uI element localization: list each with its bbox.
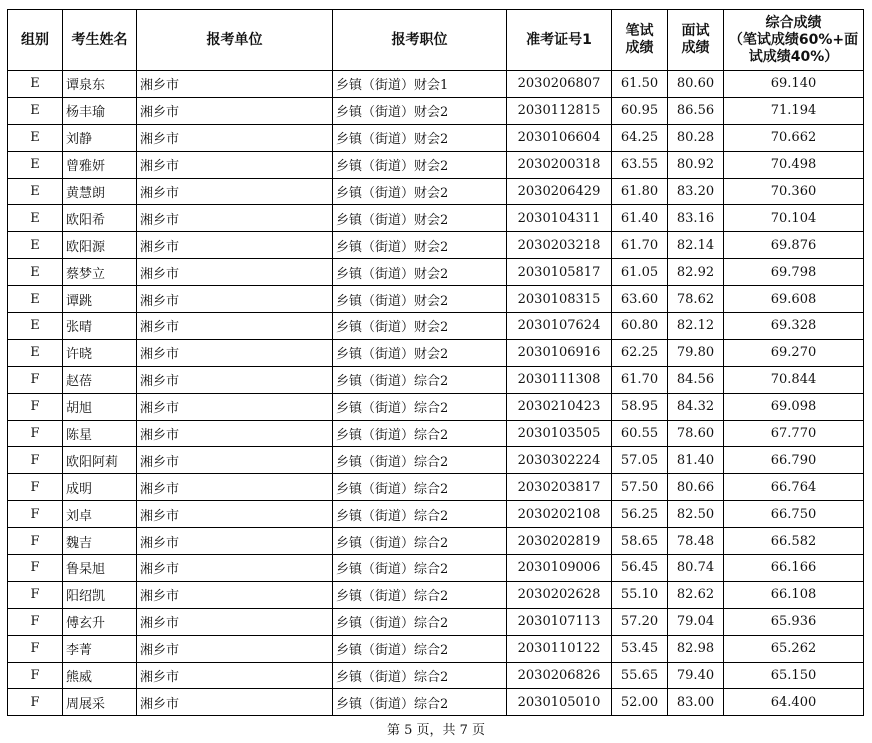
- position-cell: 乡镇（街道）综合2: [333, 662, 507, 689]
- group-cell: E: [8, 313, 63, 340]
- table-row: [8, 178, 864, 205]
- unit-cell: 湘乡市: [137, 635, 333, 662]
- table-row: [8, 581, 864, 608]
- group-cell: E: [8, 286, 63, 313]
- table-row: [8, 313, 864, 340]
- position-cell: 乡镇（街道）综合2: [333, 689, 507, 716]
- unit-cell: 湘乡市: [137, 581, 333, 608]
- position-cell: 乡镇（街道）综合2: [333, 474, 507, 501]
- group-cell: F: [8, 581, 63, 608]
- group-cell: E: [8, 339, 63, 366]
- written-score-cell: 63.60: [612, 286, 668, 313]
- interview-score-cell: 82.14: [668, 232, 724, 259]
- written-score-cell: 63.55: [612, 151, 668, 178]
- exam-no-cell: 2030103505: [507, 420, 612, 447]
- total-score-cell: 66.750: [724, 501, 864, 528]
- name-cell: 蔡梦立: [63, 259, 137, 286]
- interview-score-cell: 80.28: [668, 124, 724, 151]
- exam-no-cell: 2030106916: [507, 339, 612, 366]
- unit-cell: 湘乡市: [137, 420, 333, 447]
- position-cell: 乡镇（街道）财会2: [333, 97, 507, 124]
- interview-score-cell: 80.92: [668, 151, 724, 178]
- position-cell: 乡镇（街道）综合2: [333, 581, 507, 608]
- written-score-cell: 61.80: [612, 178, 668, 205]
- interview-score-cell: 86.56: [668, 97, 724, 124]
- position-cell: 乡镇（街道）财会2: [333, 205, 507, 232]
- total-score-cell: 66.166: [724, 555, 864, 582]
- position-cell: 乡镇（街道）综合2: [333, 555, 507, 582]
- written-score-cell: 57.20: [612, 608, 668, 635]
- name-cell: 欧阳阿莉: [63, 447, 137, 474]
- total-score-cell: 66.582: [724, 528, 864, 555]
- position-cell: 乡镇（街道）财会2: [333, 339, 507, 366]
- name-cell: 胡旭: [63, 393, 137, 420]
- table-row: [8, 97, 864, 124]
- unit-cell: 湘乡市: [137, 447, 333, 474]
- written-score-cell: 61.70: [612, 366, 668, 393]
- header-interview-score: 面试 成绩: [668, 10, 724, 71]
- name-cell: 陈星: [63, 420, 137, 447]
- table-row: [8, 528, 864, 555]
- unit-cell: 湘乡市: [137, 313, 333, 340]
- header-written-score: 笔试 成绩: [612, 10, 668, 71]
- table-row: [8, 124, 864, 151]
- score-table: [7, 9, 864, 716]
- interview-score-cell: 78.48: [668, 528, 724, 555]
- unit-cell: 湘乡市: [137, 339, 333, 366]
- position-cell: 乡镇（街道）综合2: [333, 635, 507, 662]
- name-cell: 黄慧朗: [63, 178, 137, 205]
- total-score-cell: 70.498: [724, 151, 864, 178]
- unit-cell: 湘乡市: [137, 97, 333, 124]
- written-score-cell: 52.00: [612, 689, 668, 716]
- total-score-cell: 67.770: [724, 420, 864, 447]
- total-score-cell: 65.262: [724, 635, 864, 662]
- position-cell: 乡镇（街道）综合2: [333, 501, 507, 528]
- group-cell: F: [8, 608, 63, 635]
- total-score-cell: 70.360: [724, 178, 864, 205]
- table-row: [8, 339, 864, 366]
- name-cell: 刘卓: [63, 501, 137, 528]
- exam-no-cell: 2030200318: [507, 151, 612, 178]
- interview-score-cell: 80.74: [668, 555, 724, 582]
- total-score-cell: 66.790: [724, 447, 864, 474]
- table-row: [8, 689, 864, 716]
- table-row: [8, 286, 864, 313]
- name-cell: 杨丰瑜: [63, 97, 137, 124]
- header-group: 组别: [8, 10, 63, 71]
- table-row: [8, 259, 864, 286]
- total-score-cell: 65.150: [724, 662, 864, 689]
- exam-no-cell: 2030210423: [507, 393, 612, 420]
- exam-no-cell: 2030206826: [507, 662, 612, 689]
- group-cell: E: [8, 232, 63, 259]
- group-cell: E: [8, 124, 63, 151]
- group-cell: F: [8, 501, 63, 528]
- name-cell: 刘静: [63, 124, 137, 151]
- written-score-cell: 55.65: [612, 662, 668, 689]
- total-score-cell: 69.876: [724, 232, 864, 259]
- unit-cell: 湘乡市: [137, 205, 333, 232]
- written-score-cell: 61.50: [612, 71, 668, 98]
- written-score-cell: 61.70: [612, 232, 668, 259]
- group-cell: F: [8, 662, 63, 689]
- interview-score-cell: 80.60: [668, 71, 724, 98]
- group-cell: E: [8, 259, 63, 286]
- total-score-cell: 69.140: [724, 71, 864, 98]
- total-score-cell: 70.662: [724, 124, 864, 151]
- table-row: [8, 205, 864, 232]
- written-score-cell: 56.25: [612, 501, 668, 528]
- interview-score-cell: 82.62: [668, 581, 724, 608]
- written-score-cell: 58.95: [612, 393, 668, 420]
- table-row: [8, 662, 864, 689]
- table-row: [8, 474, 864, 501]
- unit-cell: 湘乡市: [137, 689, 333, 716]
- name-cell: 欧阳希: [63, 205, 137, 232]
- written-score-cell: 61.40: [612, 205, 668, 232]
- unit-cell: 湘乡市: [137, 528, 333, 555]
- unit-cell: 湘乡市: [137, 232, 333, 259]
- table-row: [8, 71, 864, 98]
- total-score-cell: 70.844: [724, 366, 864, 393]
- name-cell: 欧阳源: [63, 232, 137, 259]
- position-cell: 乡镇（街道）财会2: [333, 151, 507, 178]
- interview-score-cell: 81.40: [668, 447, 724, 474]
- exam-no-cell: 2030202108: [507, 501, 612, 528]
- unit-cell: 湘乡市: [137, 124, 333, 151]
- name-cell: 魏吉: [63, 528, 137, 555]
- unit-cell: 湘乡市: [137, 555, 333, 582]
- total-score-cell: 71.194: [724, 97, 864, 124]
- exam-no-cell: 2030302224: [507, 447, 612, 474]
- total-score-cell: 69.328: [724, 313, 864, 340]
- unit-cell: 湘乡市: [137, 366, 333, 393]
- written-score-cell: 60.95: [612, 97, 668, 124]
- header-unit: 报考单位: [137, 10, 333, 71]
- exam-no-cell: 2030203218: [507, 232, 612, 259]
- name-cell: 张晴: [63, 313, 137, 340]
- position-cell: 乡镇（街道）综合2: [333, 608, 507, 635]
- written-score-cell: 58.65: [612, 528, 668, 555]
- header-position: 报考职位: [333, 10, 507, 71]
- header-name: 考生姓名: [63, 10, 137, 71]
- total-score-cell: 65.936: [724, 608, 864, 635]
- unit-cell: 湘乡市: [137, 286, 333, 313]
- header-total-score: 综合成绩 （笔试成绩60%+面 试成绩40%）: [724, 10, 864, 71]
- interview-score-cell: 83.00: [668, 689, 724, 716]
- written-score-cell: 60.55: [612, 420, 668, 447]
- header-row: [8, 10, 864, 71]
- table-row: [8, 555, 864, 582]
- group-cell: F: [8, 393, 63, 420]
- written-score-cell: 60.80: [612, 313, 668, 340]
- table-row: [8, 366, 864, 393]
- interview-score-cell: 84.32: [668, 393, 724, 420]
- interview-score-cell: 78.62: [668, 286, 724, 313]
- group-cell: E: [8, 205, 63, 232]
- position-cell: 乡镇（街道）综合2: [333, 528, 507, 555]
- interview-score-cell: 82.92: [668, 259, 724, 286]
- name-cell: 谭泉东: [63, 71, 137, 98]
- group-cell: E: [8, 178, 63, 205]
- page-footer: 第 5 页，共 7 页: [386, 723, 486, 738]
- total-score-cell: 69.098: [724, 393, 864, 420]
- written-score-cell: 62.25: [612, 339, 668, 366]
- group-cell: F: [8, 555, 63, 582]
- group-cell: F: [8, 528, 63, 555]
- group-cell: E: [8, 97, 63, 124]
- exam-no-cell: 2030206807: [507, 71, 612, 98]
- exam-no-cell: 2030105010: [507, 689, 612, 716]
- exam-no-cell: 2030109006: [507, 555, 612, 582]
- table-row: [8, 501, 864, 528]
- total-score-cell: 66.108: [724, 581, 864, 608]
- exam-no-cell: 2030202819: [507, 528, 612, 555]
- exam-no-cell: 2030206429: [507, 178, 612, 205]
- position-cell: 乡镇（街道）财会1: [333, 71, 507, 98]
- name-cell: 阳绍凯: [63, 581, 137, 608]
- total-score-cell: 69.270: [724, 339, 864, 366]
- unit-cell: 湘乡市: [137, 178, 333, 205]
- unit-cell: 湘乡市: [137, 259, 333, 286]
- name-cell: 赵蓓: [63, 366, 137, 393]
- unit-cell: 湘乡市: [137, 662, 333, 689]
- name-cell: 熊威: [63, 662, 137, 689]
- exam-no-cell: 2030106604: [507, 124, 612, 151]
- interview-score-cell: 83.20: [668, 178, 724, 205]
- group-cell: E: [8, 151, 63, 178]
- table-row: [8, 151, 864, 178]
- exam-no-cell: 2030105817: [507, 259, 612, 286]
- table-row: [8, 420, 864, 447]
- written-score-cell: 64.25: [612, 124, 668, 151]
- group-cell: F: [8, 689, 63, 716]
- group-cell: F: [8, 366, 63, 393]
- written-score-cell: 55.10: [612, 581, 668, 608]
- exam-no-cell: 2030108315: [507, 286, 612, 313]
- unit-cell: 湘乡市: [137, 474, 333, 501]
- interview-score-cell: 79.80: [668, 339, 724, 366]
- interview-score-cell: 84.56: [668, 366, 724, 393]
- interview-score-cell: 82.50: [668, 501, 724, 528]
- exam-no-cell: 2030107624: [507, 313, 612, 340]
- exam-no-cell: 2030107113: [507, 608, 612, 635]
- group-cell: F: [8, 635, 63, 662]
- group-cell: F: [8, 420, 63, 447]
- name-cell: 成明: [63, 474, 137, 501]
- written-score-cell: 57.05: [612, 447, 668, 474]
- group-cell: F: [8, 447, 63, 474]
- position-cell: 乡镇（街道）财会2: [333, 178, 507, 205]
- position-cell: 乡镇（街道）财会2: [333, 232, 507, 259]
- written-score-cell: 61.05: [612, 259, 668, 286]
- group-cell: E: [8, 71, 63, 98]
- interview-score-cell: 80.66: [668, 474, 724, 501]
- total-score-cell: 70.104: [724, 205, 864, 232]
- table-row: [8, 635, 864, 662]
- name-cell: 周展采: [63, 689, 137, 716]
- position-cell: 乡镇（街道）财会2: [333, 259, 507, 286]
- position-cell: 乡镇（街道）综合2: [333, 420, 507, 447]
- table-row: [8, 393, 864, 420]
- unit-cell: 湘乡市: [137, 151, 333, 178]
- total-score-cell: 66.764: [724, 474, 864, 501]
- table-row: [8, 447, 864, 474]
- written-score-cell: 53.45: [612, 635, 668, 662]
- interview-score-cell: 79.40: [668, 662, 724, 689]
- name-cell: 许晓: [63, 339, 137, 366]
- group-cell: F: [8, 474, 63, 501]
- name-cell: 曾雅妍: [63, 151, 137, 178]
- position-cell: 乡镇（街道）财会2: [333, 313, 507, 340]
- position-cell: 乡镇（街道）财会2: [333, 286, 507, 313]
- unit-cell: 湘乡市: [137, 501, 333, 528]
- interview-score-cell: 83.16: [668, 205, 724, 232]
- header-exam-no: 准考证号1: [507, 10, 612, 71]
- exam-no-cell: 2030110122: [507, 635, 612, 662]
- position-cell: 乡镇（街道）综合2: [333, 366, 507, 393]
- exam-no-cell: 2030203817: [507, 474, 612, 501]
- position-cell: 乡镇（街道）综合2: [333, 393, 507, 420]
- name-cell: 谭跳: [63, 286, 137, 313]
- exam-no-cell: 2030111308: [507, 366, 612, 393]
- unit-cell: 湘乡市: [137, 393, 333, 420]
- exam-no-cell: 2030112815: [507, 97, 612, 124]
- position-cell: 乡镇（街道）财会2: [333, 124, 507, 151]
- interview-score-cell: 82.98: [668, 635, 724, 662]
- interview-score-cell: 82.12: [668, 313, 724, 340]
- unit-cell: 湘乡市: [137, 608, 333, 635]
- total-score-cell: 64.400: [724, 689, 864, 716]
- exam-no-cell: 2030104311: [507, 205, 612, 232]
- name-cell: 鲁杲旭: [63, 555, 137, 582]
- interview-score-cell: 79.04: [668, 608, 724, 635]
- interview-score-cell: 78.60: [668, 420, 724, 447]
- position-cell: 乡镇（街道）综合2: [333, 447, 507, 474]
- total-score-cell: 69.798: [724, 259, 864, 286]
- total-score-cell: 69.608: [724, 286, 864, 313]
- written-score-cell: 56.45: [612, 555, 668, 582]
- table-row: [8, 232, 864, 259]
- name-cell: 傅玄升: [63, 608, 137, 635]
- unit-cell: 湘乡市: [137, 71, 333, 98]
- written-score-cell: 57.50: [612, 474, 668, 501]
- exam-no-cell: 2030202628: [507, 581, 612, 608]
- table-row: [8, 608, 864, 635]
- name-cell: 李菁: [63, 635, 137, 662]
